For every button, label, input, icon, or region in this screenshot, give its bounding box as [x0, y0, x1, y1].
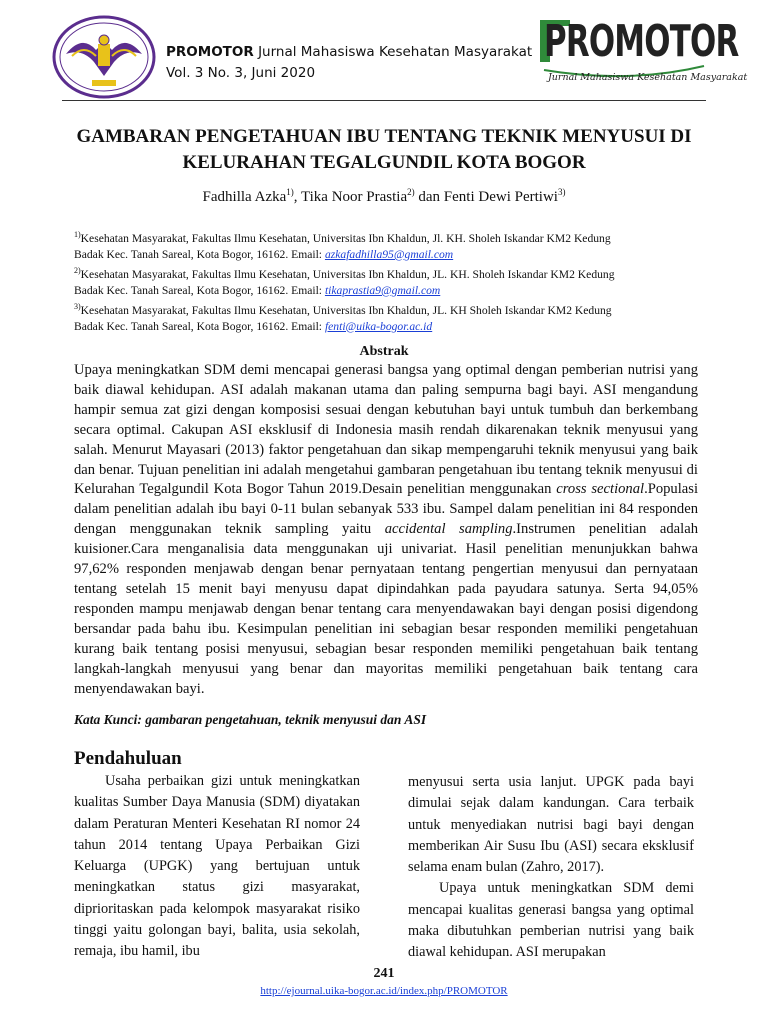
journal-url-link[interactable]: http://ejournal.uika-bogor.ac.id/index.php/PROMOTOR: [260, 985, 508, 997]
body-paragraph: Usaha perbaikan gizi untuk meningkatkan kualitas Sumber Daya Manusia (SDM) diyatakan dalam Peraturan Menteri Kesehatan RI nomor 24 tahun 2014 tentang Upaya Perbaikan Gizi Keluarga (UPGK) yang bertujuan untuk meningkatkan status gizi masyarakat, diprioritaskan pada kelompok masyarakat risiko tinggi yaitu golongan bayi, balita, usia sekolah, remaja, ibu hamil, ibu: [74, 773, 360, 960]
author-affil-mark: 3): [557, 187, 566, 197]
abstract-body: [74, 361, 698, 699]
affiliation-text: Kesehatan Masyarakat, Fakultas Ilmu Kesehatan, Universitas Ibn Khaldun, JL. KH. Sholeh Iskandar KM2 Kedung: [80, 267, 615, 281]
promotor-logo: [538, 14, 748, 100]
author-separator: dan: [414, 189, 444, 205]
affiliation-text: Badak Kec. Tanah Sareal, Kota Bogor, 16162. Email:: [74, 283, 325, 297]
paper-title: [60, 124, 708, 176]
affiliation-item-cont: [74, 283, 698, 299]
abstract-text: .Instrumen penelitian adalah kuisioner.Cara menganalisia data menggunakan uji univariat. Hasil penelitian menunjukkan bahwa 97,62% responden menjawab dengan benar pernyataan tentang pengertian menyusui dan pernyataan tentang setelah 15 menit bayi menyusu dapat dipindahkan pada payudara satunya. Serta 94,05% responden mampu menjawab dengan benar tentang cara menyendawakan bayi dengan posisi digendong bersandar pada bahu ibu. Kesimpulan penelitian ini sebagian besar responden memiliki pengetahuan kurang baik tentang posisi menyusui, sebagian besar responden memiliki pengetahuan baik tentang langkah-langkah menyusui yang benar dan mayoritas memiliki pengetahuan baik tentang cara menyendawakan bayi.: [74, 521, 698, 697]
affiliation-item: [74, 263, 698, 283]
abstract-text: Upaya meningkatkan SDM demi mencapai generasi bangsa yang optimal dengan pemberian nutrisi yang baik diawal kehidupan. ASI adalah makanan utama dan paling sempurna bagi bayi. ASI mengandung hampir semua zat gizi dengan komposisi sesuai dengan kebutuhan bayi untuk tumbuh dan berkembang secara optimal. Cakupan ASI eksklusif di Indonesia masih rendah dikarenakan teknik menyusui yang salah. Menurut Mayasari (2013) faktor pengetahuan dan sikap mempengaruhi teknik menyusui yang baik dan benar. Tujuan penelitian ini adalah mengetahui gambaran pengetahuan ibu tentang teknik menyusui di Kelurahan Tegalgundil Kota Bogor Tahun 2019.Desain penelitian menggunakan: [74, 362, 698, 498]
author-name: Fenti Dewi Pertiwi: [443, 189, 558, 205]
author-name: Fadhilla Azka: [202, 189, 287, 205]
abstract-italic-term: accidental sampling: [384, 521, 513, 538]
page-number: 241: [373, 966, 395, 981]
affiliation-mark: 1): [74, 230, 81, 239]
journal-volume: Vol. 3 No. 3, Juni 2020: [166, 65, 316, 81]
email-link[interactable]: fenti@uika-bogor.ac.id: [324, 319, 433, 333]
body-paragraph: menyusui serta usia lanjut. UPGK pada bayi dimulai sejak dalam kandungan. Cara terbaik untuk menyediakan nutrisi bagi bayi dengan memberikan Air Susu Ibu (ASI) secara eksklusif selama enam bulan (Zahro, 2017).: [408, 774, 694, 876]
affiliation-text: Badak Kec. Tanah Sareal, Kota Bogor, 16162. Email:: [74, 247, 325, 261]
journal-header: [166, 42, 532, 84]
body-column-right: [408, 772, 694, 964]
header-divider: [62, 100, 706, 101]
journal-name: PROMOTOR: [166, 44, 254, 60]
affiliation-item-cont: [74, 319, 698, 335]
abstract-text: .Populasi dalam penelitian adalah ibu bayi 0-11 bulan sebanyak 533 ibu. Sampel dalam penelitian ini 84 responden dengan menggunakan teknik sampling yaitu: [74, 481, 698, 538]
paper-title-line-2: KELURAHAN TEGALGUNDIL KOTA BOGOR: [182, 152, 586, 173]
email-link[interactable]: tikaprastia9@gmail.com: [324, 283, 441, 297]
affiliation-mark: 3): [74, 301, 81, 311]
paper-title-line-1: GAMBARAN PENGETAHUAN IBU TENTANG TEKNIK MENYUSUI DI: [76, 126, 692, 147]
keywords: Kata Kunci: gambaran pengetahuan, teknik menyusui dan ASI: [74, 712, 427, 727]
promotor-logo-word: PROMOTOR: [544, 16, 739, 67]
author-affil-mark: 1): [286, 187, 294, 197]
university-seal-logo: [52, 14, 156, 100]
affiliation-text: Kesehatan Masyarakat, Fakultas Ilmu Kesehatan, Universitas Ibn Khaldun, JL. KH Sholeh Iskandar KM2 Kedung: [80, 303, 612, 317]
body-column-left: [74, 771, 360, 963]
author-name: Tika Noor Prastia: [301, 189, 408, 205]
abstract-italic-term: cross sectional: [556, 481, 645, 498]
promotor-logo-tagline: Jurnal Mahasiswa Kesehatan Masyarakat: [548, 72, 748, 83]
affiliation-mark: 2): [74, 265, 81, 275]
affiliation-text: Kesehatan Masyarakat, Fakultas Ilmu Kesehatan, Universitas Ibn Khaldun, Jl. KH. Sholeh Iskandar KM2 Kedung: [80, 231, 611, 245]
journal-full-name: Jurnal Mahasiswa Kesehatan Masyarakat: [258, 44, 533, 60]
affiliation-text: Badak Kec. Tanah Sareal, Kota Bogor, 16162. Email:: [74, 319, 325, 333]
section-title: Pendahuluan: [74, 748, 182, 769]
body-paragraph: Upaya untuk meningkatkan SDM demi mencapai kualitas generasi bangsa yang optimal maka dibutuhkan pemberian nutrisi yang baik diawal kehidupan. ASI merupakan: [408, 880, 694, 961]
email-link[interactable]: azkafadhilla95@gmail.com: [324, 247, 454, 261]
affiliation-item-cont: [74, 247, 698, 263]
affiliations: [74, 227, 698, 335]
affiliation-item: [74, 227, 698, 247]
author-separator: ,: [293, 189, 301, 205]
author-list: [60, 187, 708, 206]
footer-url: [0, 985, 768, 997]
affiliation-item: [74, 299, 698, 319]
author-affil-mark: 2): [407, 187, 415, 197]
abstract-heading: Abstrak: [359, 344, 409, 359]
